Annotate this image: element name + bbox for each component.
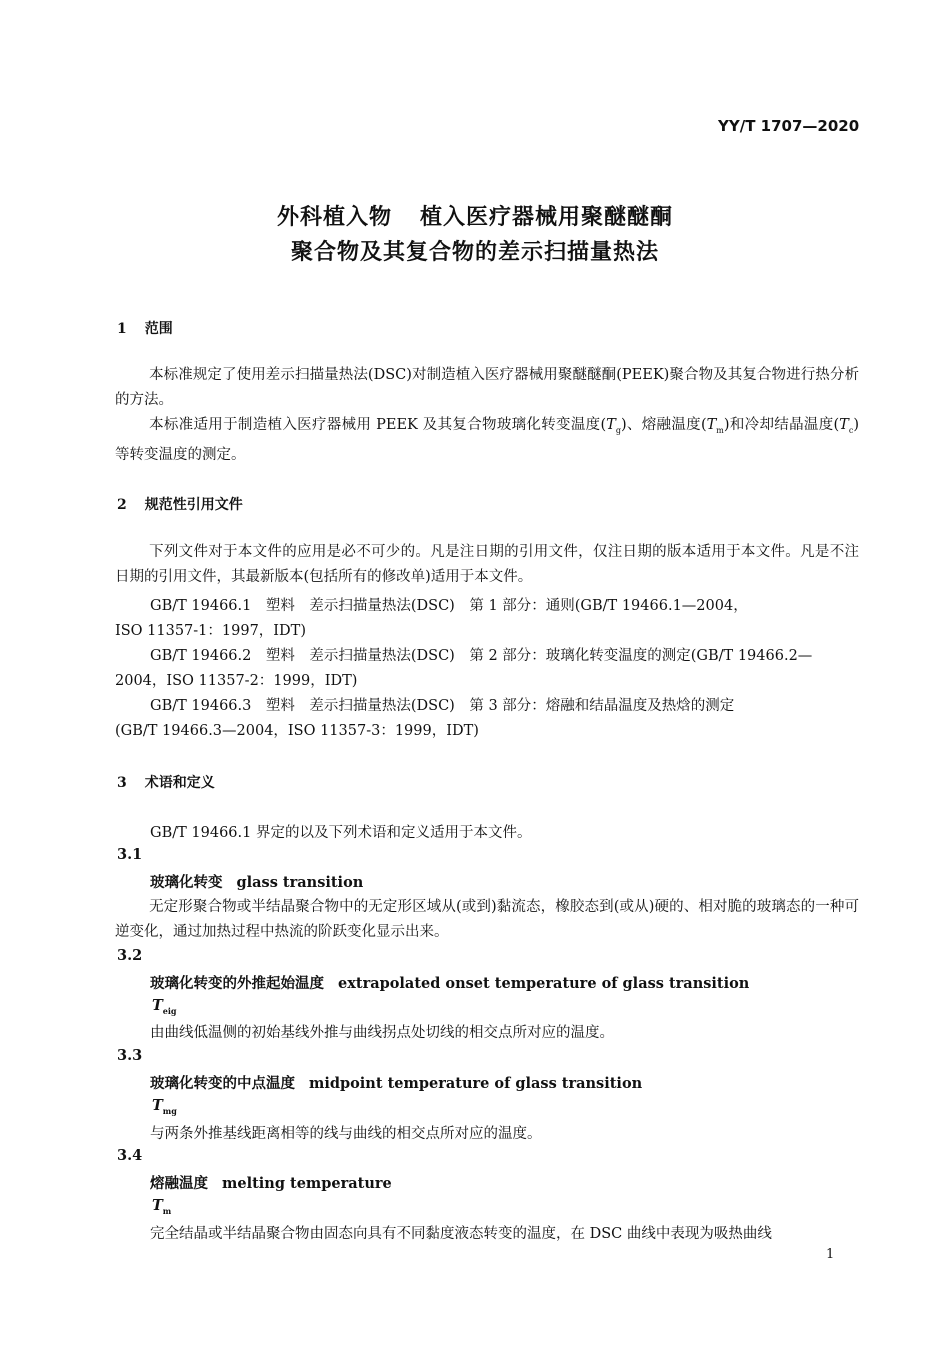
normative-ref-1-line-1: GB/T 19466.1 塑料 差示扫描量热法(DSC) 第 1 部分：通则(GB/T 19466.1—2004， — [150, 598, 748, 614]
standard-code: YY/T 1707—2020 — [718, 117, 860, 135]
term-3-2-title — [150, 972, 749, 993]
section-2-heading — [117, 494, 243, 514]
normative-ref-1-line-2: ISO 11357-1：1997，IDT) — [115, 623, 306, 639]
section-1-paragraph-1: 本标准规定了使用差示扫描量热法(DSC)对制造植入医疗器械用聚醚醚酮(PEEK)聚合物及其复合物进行热分析的方法。 — [115, 367, 859, 408]
term-3-2-symbol: $T_{eig}$ — [152, 997, 177, 1016]
clause-3-2-number: 3.2 — [117, 947, 143, 964]
section-1-heading — [117, 318, 173, 338]
section-2-intro: 下列文件对于本文件的应用是必不可少的。凡是注日期的引用文件，仅注日期的版本适用于本文件。凡是不注日期的引用文件，其最新版本(包括所有的修改单)适用于本文件。 — [115, 544, 859, 585]
term-3-4-title — [150, 1172, 392, 1193]
clause-3-1-number: 3.1 — [117, 846, 143, 863]
section-2-title: 规范性引用文件 — [144, 497, 243, 513]
term-3-1-definition: 无定形聚合物或半结晶聚合物中的无定形区域从(或到)黏流态，橡胶态到(或从)硬的、相对脆的玻璃态的一种可逆变化，通过加热过程中热流的阶跃变化显示出来。 — [115, 899, 859, 940]
clause-3-4-number: 3.4 — [117, 1147, 143, 1164]
term-3-3-zh: 玻璃化转变的中点温度 — [150, 1075, 295, 1092]
section-3-intro: GB/T 19466.1 界定的以及下列术语和定义适用于本文件。 — [150, 825, 532, 841]
clause-3-3-number: 3.3 — [117, 1047, 143, 1064]
title-part-1: 外科植入物 — [276, 204, 392, 230]
term-3-4-symbol: $T_m$ — [152, 1197, 172, 1216]
section-1-paragraph-2: 本标准适用于制造植入医疗器械用 PEEK 及其复合物玻璃化转变温度$(T_g)$、熔融温度$(T_m)$和冷却结晶温度$(T_c)$等转变温度的测定。 — [115, 417, 859, 463]
section-1-title: 范围 — [144, 321, 173, 337]
normative-ref-2-line-1: GB/T 19466.2 塑料 差示扫描量热法(DSC) 第 2 部分：玻璃化转变温度的测定(GB/T 19466.2— — [150, 648, 813, 664]
section-1-number: 1 — [117, 321, 127, 337]
section-2-number: 2 — [117, 497, 127, 513]
term-3-1-zh: 玻璃化转变 — [150, 874, 223, 891]
document-title-line-2: 聚合物及其复合物的差示扫描量热法 — [290, 239, 659, 265]
normative-ref-3-line-2: (GB/T 19466.3—2004，ISO 11357-3：1999，IDT) — [115, 723, 479, 739]
term-3-2-definition: 由曲线低温侧的初始基线外推与曲线拐点处切线的相交点所对应的温度。 — [150, 1025, 614, 1041]
term-3-1-title — [150, 871, 363, 892]
term-3-3-definition: 与两条外推基线距离相等的线与曲线的相交点所对应的温度。 — [150, 1126, 542, 1142]
term-3-2-en: extrapolated onset temperature of glass transition — [338, 975, 750, 992]
term-3-4-en: melting temperature — [222, 1175, 392, 1192]
term-3-4-zh: 熔融温度 — [150, 1175, 208, 1192]
term-3-3-symbol: $T_{mg}$ — [152, 1097, 177, 1116]
title-part-2: 植入医疗器械用聚醚醚酮 — [420, 204, 674, 230]
section-3-heading — [117, 772, 215, 792]
section-3-number: 3 — [117, 775, 127, 791]
term-3-2-zh: 玻璃化转变的外推起始温度 — [150, 975, 324, 992]
term-3-1-en: glass transition — [236, 874, 364, 891]
section-3-title: 术语和定义 — [144, 775, 215, 791]
page-number: 1 — [826, 1247, 835, 1262]
document-title-line-1 — [0, 200, 950, 231]
term-3-4-definition: 完全结晶或半结晶聚合物由固态向具有不同黏度液态转变的温度，在 DSC 曲线中表现为吸热曲线 — [150, 1226, 772, 1242]
normative-ref-2-line-2: 2004，ISO 11357-2：1999，IDT) — [115, 673, 358, 689]
normative-ref-3-line-1: GB/T 19466.3 塑料 差示扫描量热法(DSC) 第 3 部分：熔融和结晶温度及热焓的测定 — [150, 698, 735, 714]
term-3-3-title — [150, 1072, 642, 1093]
term-3-3-en: midpoint temperature of glass transition — [309, 1075, 643, 1092]
